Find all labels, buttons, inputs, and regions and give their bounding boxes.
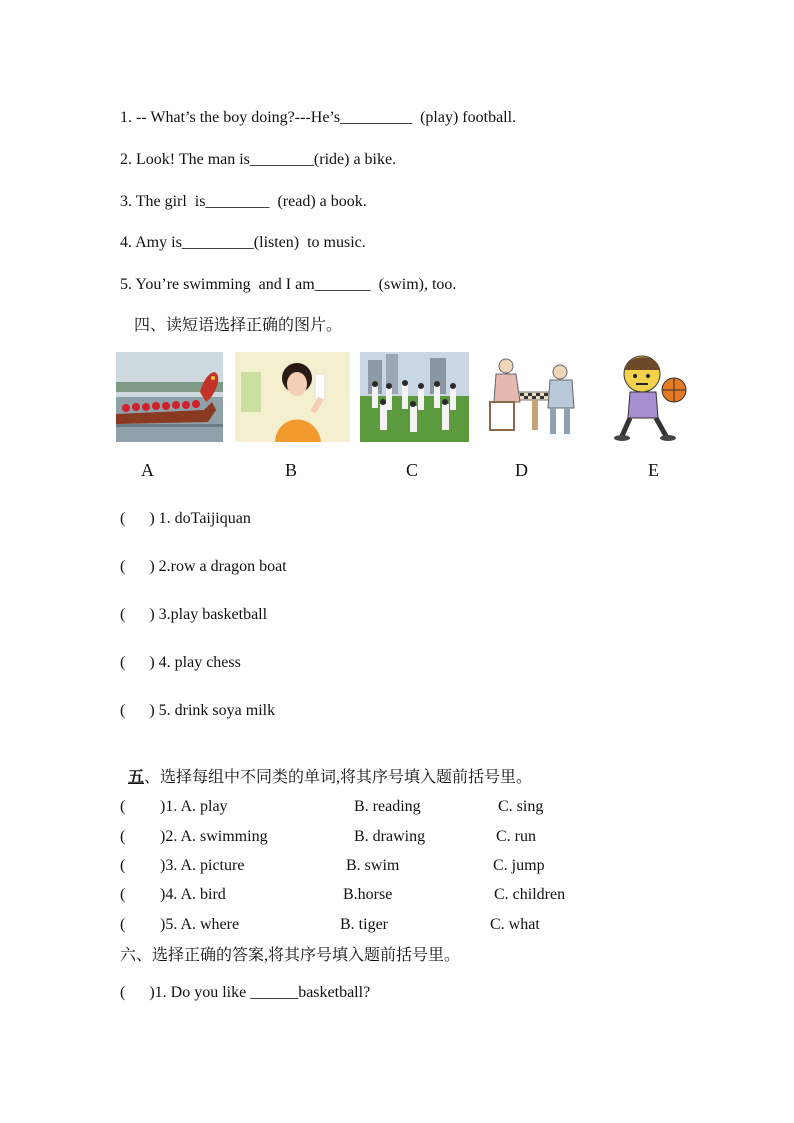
section-number: 五 bbox=[128, 769, 145, 786]
section-title bbox=[120, 748, 532, 788]
section-title: 四、读短语选择正确的图片。 bbox=[134, 317, 343, 334]
choice-row bbox=[120, 856, 620, 876]
option-c: C. jump bbox=[493, 857, 545, 874]
section-title-text: 、选择每组中不同类的单词,将其序号填入题前括号里。 bbox=[144, 769, 533, 786]
option-c: C. run bbox=[496, 828, 536, 845]
option-a: )4. A. bird bbox=[160, 886, 226, 903]
choice-row bbox=[120, 827, 620, 847]
answer-paren: ( bbox=[120, 828, 126, 845]
option-c: C. what bbox=[490, 916, 540, 933]
answer-paren: ( bbox=[120, 798, 126, 815]
option-b: B. tiger bbox=[340, 916, 388, 933]
answer-paren: ( bbox=[120, 886, 126, 903]
option-c: C. sing bbox=[498, 798, 544, 815]
option-a: )1. A. play bbox=[160, 798, 228, 815]
picture-label: B bbox=[285, 460, 298, 480]
answer-paren: ( bbox=[120, 916, 126, 933]
basketball-boy-drawing bbox=[612, 352, 694, 442]
fill-blank-item: 1. -- What’s the boy doing?---He’s_________ (play) football. bbox=[120, 109, 517, 126]
answer-paren: ( bbox=[120, 857, 126, 874]
option-b: B. drawing bbox=[354, 828, 426, 845]
fill-blank-item: 2. Look! The man is________(ride) a bike. bbox=[120, 151, 397, 168]
option-a: )2. A. swimming bbox=[160, 828, 268, 845]
matching-item: ( ) 3.play basketball bbox=[120, 606, 268, 623]
girl-drinking-milk-photo bbox=[235, 352, 350, 442]
section-title: 六、选择正确的答案,将其序号填入题前括号里。 bbox=[120, 947, 461, 964]
fill-blank-item: 3. The girl is________ (read) a book. bbox=[120, 193, 367, 210]
matching-item: ( ) 1. doTaijiquan bbox=[120, 510, 251, 527]
choice-row bbox=[120, 797, 620, 817]
picture-label: E bbox=[648, 460, 659, 480]
choice-question: ( )1. Do you like ______basketball? bbox=[120, 984, 371, 1001]
option-c: C. children bbox=[494, 886, 566, 903]
dragon-boat-photo bbox=[116, 352, 223, 442]
matching-item: ( ) 2.row a dragon boat bbox=[120, 558, 287, 575]
fill-blank-item: 4. Amy is_________(listen) to music. bbox=[120, 234, 366, 251]
option-b: B. reading bbox=[354, 798, 421, 815]
option-a: )5. A. where bbox=[160, 916, 240, 933]
option-a: )3. A. picture bbox=[160, 857, 245, 874]
option-b: B.horse bbox=[343, 886, 393, 903]
choice-row bbox=[120, 885, 620, 905]
picture-label: D bbox=[515, 460, 528, 480]
fill-blank-item: 5. You’re swimming and I am_______ (swim), too. bbox=[120, 276, 457, 293]
playing-chess-drawing bbox=[488, 352, 578, 442]
option-b: B. swim bbox=[346, 857, 400, 874]
picture-label: C bbox=[406, 460, 419, 480]
matching-item: ( ) 4. play chess bbox=[120, 654, 241, 671]
taijiquan-group-photo bbox=[360, 352, 469, 442]
matching-item: ( ) 5. drink soya milk bbox=[120, 702, 276, 719]
picture-label: A bbox=[141, 460, 154, 480]
choice-row bbox=[120, 915, 620, 935]
